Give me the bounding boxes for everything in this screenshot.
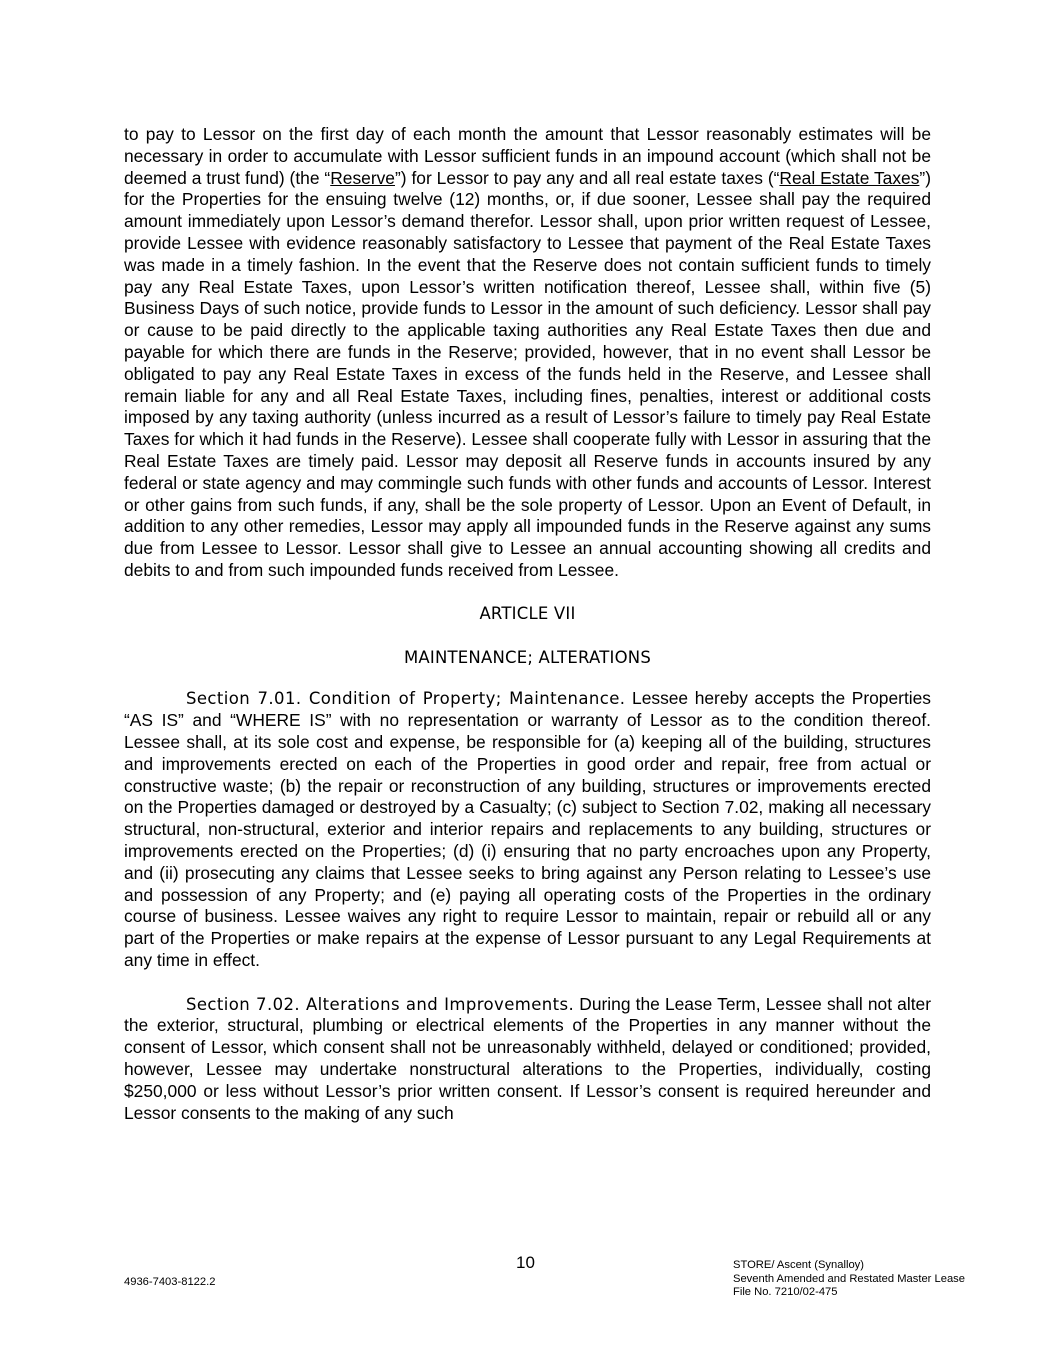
section-text: During the Lease Term, Lessee shall not alter the exterior, structural, plumbing or electrical elements of the Properties in any manner without the consent of Lessor, which consent shall not be unreasonably withheld, delayed or conditioned; provided, however, Lessee may undertake nonstructural alterations to the Properties, individually, costing $250,000 or less without Lessor’s prior written consent. If Lessor’s consent is required hereunder and Lessor consents to the making of any such — [124, 993, 931, 1123]
page-body — [124, 124, 931, 1124]
section-7-02 — [124, 994, 931, 1125]
paragraph-text: ”) for Lessor to pay any and all real estate taxes (“ — [394, 167, 780, 188]
footer-line-2: Seventh Amended and Restated Master Lease — [733, 1272, 965, 1285]
section-title: Section 7.01. Condition of Property; Maintenance. — [186, 689, 626, 709]
paragraph-text: to pay to Lessor on the first day of each month the amount that Lessor reasonably estimates will be necessary in order to accumulate with Lessor sufficient funds in an impound account (which shall not be deemed a trust fund) (the “ — [124, 124, 931, 188]
defined-term-real-estate-taxes: Real Estate Taxes — [779, 167, 920, 188]
section-title: Section 7.02. Alterations and Improvements. — [186, 994, 575, 1014]
paragraph-text: ”) for the Properties for the ensuing twelve (12) months, or, if due sooner, Lessee shall pay the required amount immediately upon Lessor’s demand therefor. Lessor shall, upon prior written request of Lessee, provide Lessee with evidence reasonably satisfactory to Lessee that payment of the Real Estate Taxes was made in a timely fashion. In the event that the Reserve does not contain sufficient funds to timely pay any Real Estate Taxes, upon Lessor’s written notification thereof, Lessee shall, within five (5) Business Days of such notice, provide funds to Lessor in the amount of such deficiency. Lessor shall pay or cause to be paid directly to the applicable taxing authorities any Real Estate Taxes then due and payable for which there are funds in the Reserve; provided, however, that in no event shall Lessor be obligated to pay any Real Estate Taxes in excess of the funds held in the Reserve, and Lessee shall remain liable for any and all Real Estate Taxes, including fines, penalties, interest or additional costs imposed by any taxing authority (unless incurred as a result of Lessor’s failure to timely pay Real Estate Taxes for which it had funds in the Reserve). Lessee shall cooperate fully with Lessor in assuring that the Real Estate Taxes are timely paid. Lessor may deposit all Reserve funds in accounts insured by any federal or state agency and may commingle such funds with other funds and accounts of Lessor. Interest or other gains from such funds, if any, shall be the sole property of Lessor. Upon an Event of Default, in addition to any other remedies, Lessor may apply all impounded funds in the Reserve against any sums due from Lessee to Lessor. Lessor shall give to Lessee an annual accounting showing all credits and debits to and from such impounded funds received from Lessee. — [124, 167, 931, 580]
document-id: 4936-7403-8122.2 — [124, 1276, 216, 1288]
section-7-01 — [124, 688, 931, 971]
page-number: 10 — [516, 1253, 535, 1272]
reserve-paragraph — [124, 124, 931, 582]
article-heading: ARTICLE VII — [479, 603, 576, 623]
section-text: Lessee hereby accepts the Properties “AS IS” and “WHERE IS” with no representation or warranty of Lessor as to the condition thereof. Lessee shall, at its sole cost and expense, be responsible for (a) keeping all of the building, structures and improvements erected on each of the Properties in good order and repair, free from actual or constructive waste; (b) the repair or reconstruction of any building, structures or improvements erected on the Properties damaged or destroyed by a Casualty; (c) subject to Section 7.02, making all necessary structural, non-structural, exterior and interior repairs and replacements to any building, structures or improvements erected on the Properties; (d) (i) ensuring that no party encroaches upon any Property, and (ii) prosecuting any claims that Lessee seeks to bring against any Person relating to Lessee’s use and possession of any Property; and (e) paying all operating costs of the Properties in the ordinary course of business. Lessee waives any right to require Lessor to maintain, repair or rebuild all or any part of the Properties or make repairs at the expense of Lessor pursuant to any Legal Requirements at any time in effect. — [124, 688, 932, 970]
footer-line-1: STORE/ Ascent (Synalloy) — [733, 1259, 864, 1271]
footer-reference — [733, 1259, 965, 1300]
article-title: MAINTENANCE; ALTERATIONS — [403, 647, 652, 667]
defined-term-reserve: Reserve — [330, 167, 395, 188]
footer-line-3: File No. 7210/02-475 — [733, 1286, 838, 1298]
